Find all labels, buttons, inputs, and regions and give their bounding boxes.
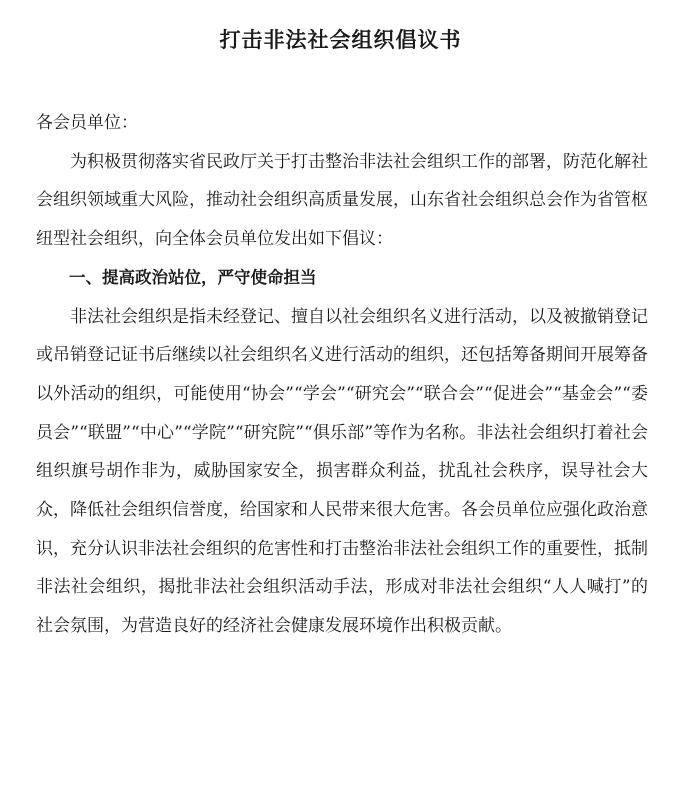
salutation: 各会员单位： — [36, 113, 138, 133]
section-paragraph: 非法社会组织是指未经登记、擅自以社会组织名义进行活动，以及被撤销登记或吊销登记证书后继续以社会组织名义进行活动的组织，还包括筹备期间开展筹备以外活动的组织，可能使用“协会”“学会”“研究会”“联合会”“促进会”“基金会”“委员会”“联盟”“中心”“学院”“研究院”“俱乐部”等作为名称。非法社会组织打着社会组织旗号胡作非为，威胁国家安全，损害群众利益，扰乱社会秩序，误导社会大众，降低社会组织信誉度，给国家和人民带来很大危害。各会员单位应强化政治意识，充分认识非法社会组织的危害性和打击整治非法社会组织工作的重要性，抵制非法社会组织，揭批非法社会组织活动手法，形成对非法社会组织“人人喊打”的社会氛围，为营造良好的经济社会健康发展环境作出积极贡献。 — [36, 306, 648, 637]
intro-paragraph: 为积极贯彻落实省民政厅关于打击整治非法社会组织工作的部署，防范化解社会组织领域重大风险，推动社会组织高质量发展，山东省社会组织总会作为省管枢纽型社会组织，向全体会员单位发出如下倡议： — [36, 151, 648, 250]
section-heading: 一、提高政治站位，严守使命担当 — [69, 267, 317, 287]
document-body — [36, 104, 648, 646]
document-title: 打击非法社会组织倡议书 — [219, 28, 462, 52]
